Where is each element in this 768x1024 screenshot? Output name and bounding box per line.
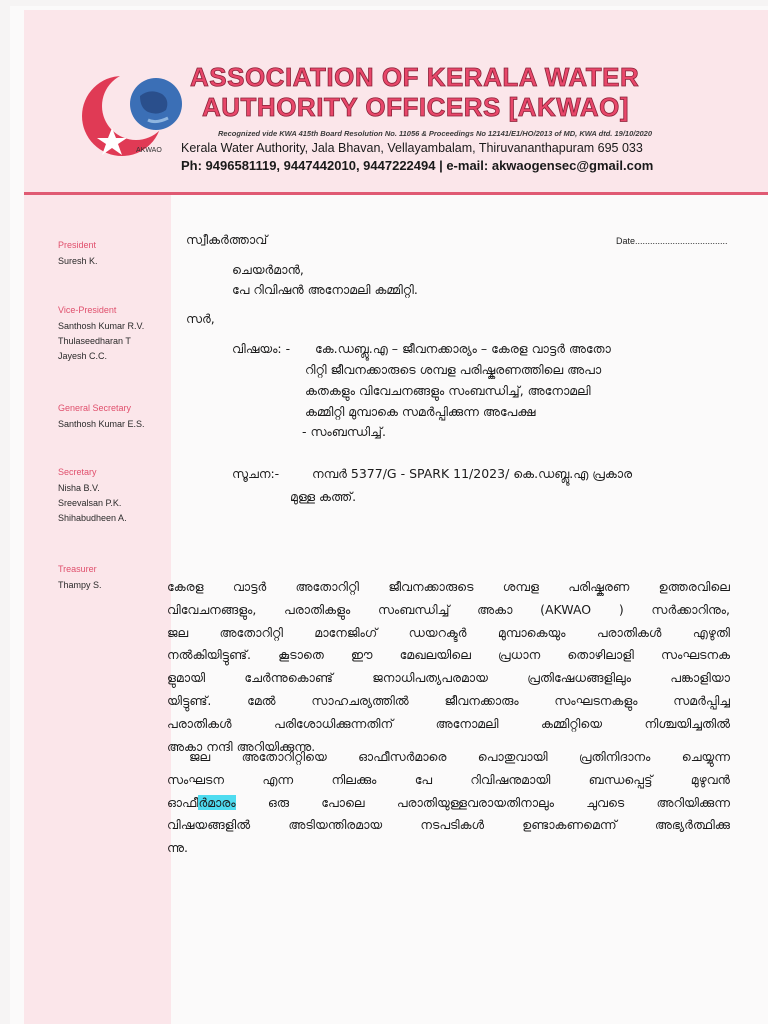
subject-line: റിറ്റി ജീവനക്കാരുടെ ശമ്പള പരിഷ്കരണത്തിലെ അപാ <box>305 362 602 377</box>
subject-label: വിഷയം: - <box>232 341 291 356</box>
president-label: President <box>58 240 97 250</box>
secretary-label: Secretary <box>58 467 97 477</box>
addressee-committee: പേ റിവിഷൻ അനോമലി കമ്മിറ്റി. <box>232 282 418 297</box>
vice-president-label: Vice-President <box>58 305 117 315</box>
subject-line: കമ്മിറ്റി മുമ്പാകെ സമർപ്പിക്കുന്ന അപേക്ഷ <box>305 404 536 419</box>
treasurer-label: Treasurer <box>58 564 97 574</box>
paragraph-line: നൽകിയിട്ടുണ്ട്. കൂടാതെ ഈ മേഖലയിലെ പ്രധാന തൊഴിലാളി സംഘടനക <box>167 647 730 663</box>
salutation: സർ, <box>186 311 215 326</box>
paragraph-line: സംഘടന എന്ന നിലക്കും പേ റിവിഷനുമായി ബന്ധപ്പെട്ട് മുഴുവൻ <box>167 771 730 787</box>
secretary-name: Shihabudheen A. <box>58 513 127 523</box>
date-field: Date..................................... <box>616 236 728 246</box>
paragraph-fragment: ഒരു പോലെ പരാതിയുള്ളവരായതിനാലും ചുവടെ അറിയിക്കുന്ന <box>235 794 730 810</box>
paragraph-line: അകാ നന്ദി അറിയിക്കുന്നു. <box>167 738 316 754</box>
paragraph-line: ളുമായി ചേർന്നുകൊണ്ട് ജനാധിപത്യപരമായ പ്രതിഷേധങ്ങളിലും പങ്കാളിയാ <box>167 670 730 686</box>
paragraph-line: ജല അതോറിറ്റി മാനേജിംഗ് ഡയറക്ടർ മുമ്പാകെയും പരാതികൾ എഴുതി <box>167 624 730 640</box>
secretary-name: Nisha B.V. <box>58 483 100 493</box>
president-name: Suresh K. <box>58 256 98 266</box>
recognition-line: Recognized vide KWA 415th Board Resolution No. 11056 & Proceedings No 12141/E1/HO/2013 of MD, KWA dtd. 19/10/2020 <box>218 129 653 138</box>
paragraph-line: വിവേചനങ്ങളും, പരാതികളും സംബന്ധിച്ച് അകാ (AKWAO ) സർക്കാറിനും, <box>167 601 730 617</box>
addressee-title: ചെയർമാൻ, <box>232 262 304 277</box>
subject-line: കതകളും വിവേചനങ്ങളും സംബന്ധിച്ച്, അനോമലി <box>305 383 591 398</box>
secretary-name: Sreevalsan P.K. <box>58 498 122 508</box>
general-secretary-name: Santhosh Kumar E.S. <box>58 419 145 429</box>
vice-president-name: Thulaseedharan T <box>58 336 131 346</box>
paragraph-line: ന്നു. <box>167 840 188 856</box>
body-paragraph-1 <box>167 576 730 758</box>
paragraph-line: യിട്ടുണ്ട്. മേൽ സാഹചര്യത്തിൽ ജീവനക്കാരും സംഘടനകളും സമർപ്പിച്ച <box>167 692 730 708</box>
org-name-line1: ASSOCIATION OF KERALA WATER <box>190 62 640 92</box>
body-paragraph-2 <box>167 746 730 860</box>
org-name-line2: AUTHORITY OFFICERS [AKWAO] <box>202 92 630 122</box>
logo-text: AKWAO <box>136 147 162 154</box>
paragraph-line: വിഷയങ്ങളിൽ അടിയന്തിരമായ നടപടികൾ ഉണ്ടാകണമെന്ന് അഭ്യർത്ഥിക്കു <box>167 817 730 833</box>
letter-page <box>10 6 768 1024</box>
subject-line: - സംബന്ധിച്ച്. <box>302 424 386 439</box>
akwao-logo <box>74 66 184 161</box>
treasurer-name: Thampy S. <box>58 580 102 590</box>
paragraph-line: കേരള വാട്ടർ അതോറിറ്റി ജീവനക്കാരുടെ ശമ്പള പരിഷ്കരണ ഉത്തരവിലെ <box>167 579 730 594</box>
paragraph-line-highlighted <box>167 792 730 815</box>
general-secretary-label: General Secretary <box>58 403 132 413</box>
vice-president-name: Santhosh Kumar R.V. <box>58 321 145 331</box>
recipient-label: സ്വീകർത്താവ് <box>186 232 268 247</box>
reference-line: മുള്ള കത്ത്. <box>290 489 357 504</box>
paragraph-fragment: ഓഫീ <box>167 794 199 810</box>
org-address: Kerala Water Authority, Jala Bhavan, Vellayambalam, Thiruvananthapuram 695 033 <box>181 141 643 155</box>
paragraph-line: പരാതികൾ പരിശോധിക്കുന്നതിന് അനോമലി കമ്മിറ്റിയെ നിശ്ചയിച്ചതിൽ <box>167 715 730 731</box>
org-contact: Ph: 9496581119, 9447442010, 9447222494 | e-mail: akwaogensec@gmail.com <box>181 158 654 173</box>
reference-line: നമ്പർ 5377/G - SPARK 11/2023/ കെ.ഡബ്ലൂ.എ പ്രകാര <box>312 466 633 481</box>
vice-president-name: Jayesh C.C. <box>58 351 108 361</box>
highlighted-word: ർമാരം <box>198 794 236 810</box>
paragraph-line: ജല അതോറിറ്റിയെ ഓഫീസർമാരെ പൊതുവായി പ്രതിനിദാനം ചെയ്യുന്ന <box>189 749 730 764</box>
reference-label: സൂചന:- <box>232 466 280 481</box>
subject-line: കേ.ഡബ്ലൂ.എ – ജീവനക്കാര്യം – കേരള വാട്ടർ അതോ <box>315 341 611 356</box>
